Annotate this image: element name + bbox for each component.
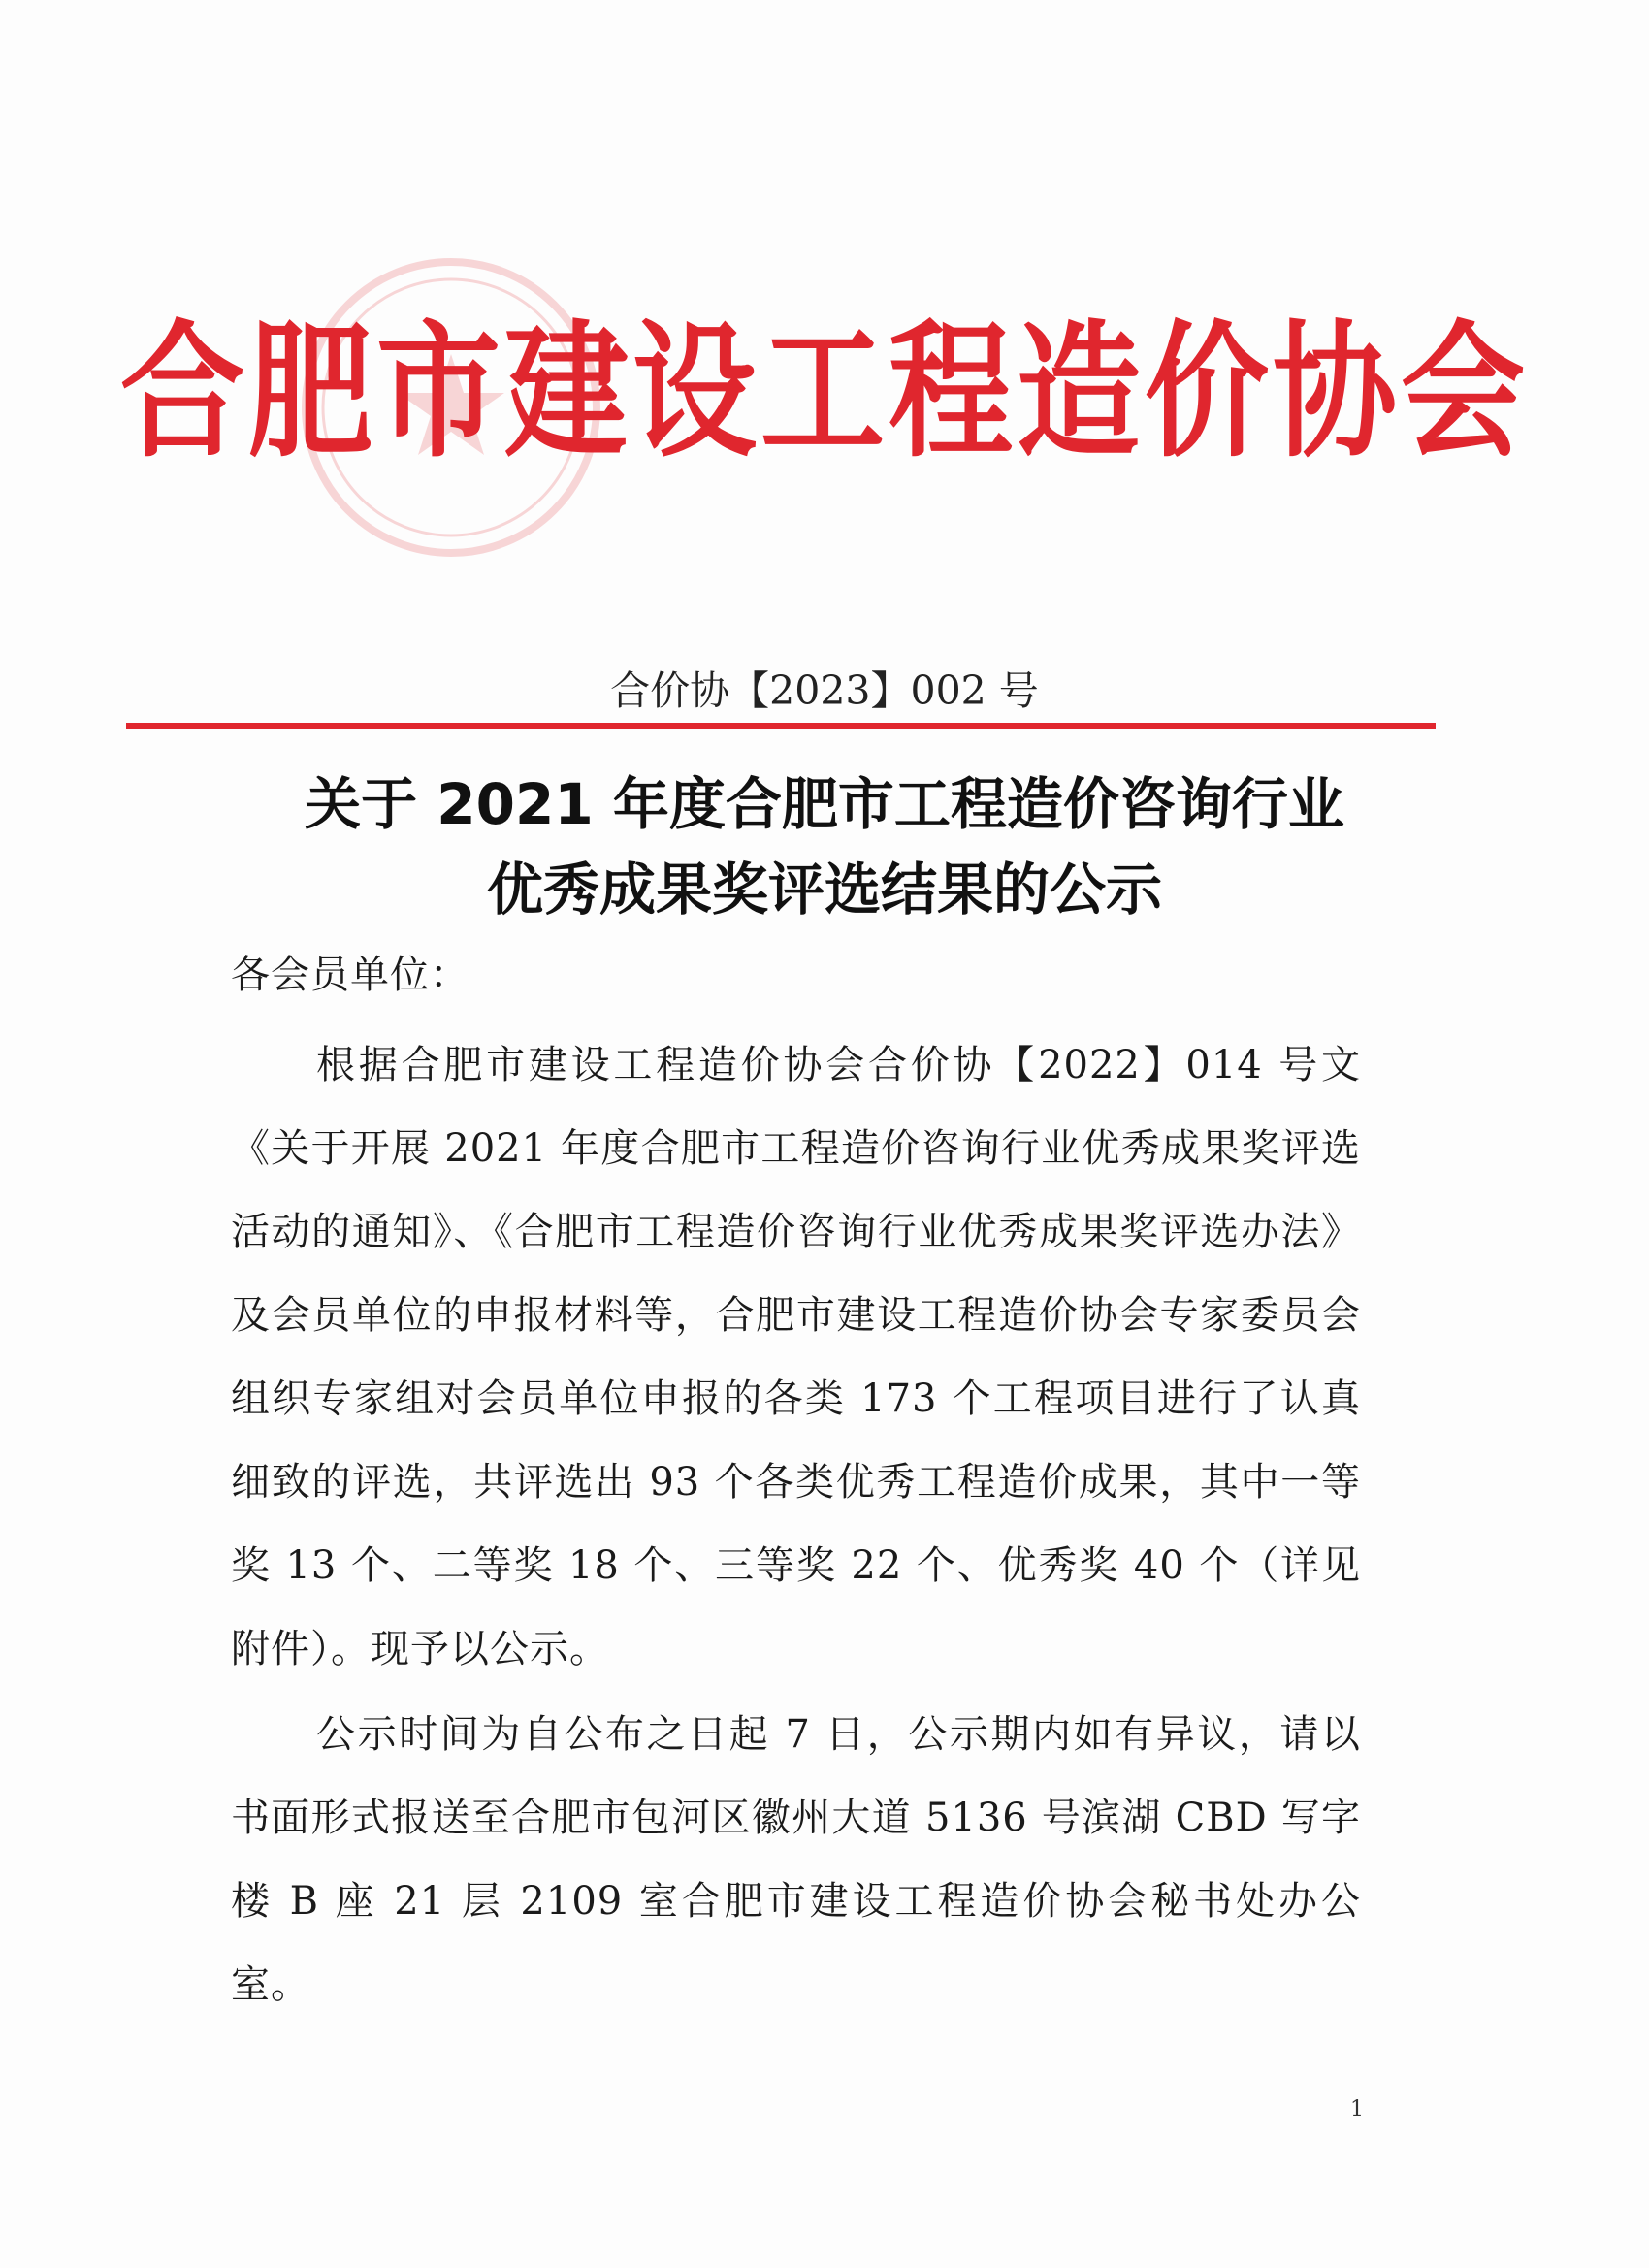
document-title-line-1: 关于 2021 年度合肥市工程造价咨询行业 (305, 771, 1344, 837)
salutation: 各会员单位： (231, 953, 469, 997)
letterhead-red-rule (126, 723, 1436, 729)
document-title-line-2: 优秀成果奖评选结果的公示 (486, 857, 1162, 923)
document-number: 合价协【2023】002 号 (610, 667, 1039, 714)
body-paragraph-2: 公示时间为自公布之日起 7 日，公示期内如有异议，请以书面形式报送至合肥市包河区徽州大道 5136 号滨湖 CBD 写字楼 B 座 21 层 2109 室合肥市建设工程造价协会秘书处办公室。 (231, 1712, 1361, 2007)
page-number: 1 (1350, 2097, 1364, 2122)
letterhead-org-name: 合肥市建设工程造价协会 (119, 308, 1529, 478)
body-paragraph-1: 根据合肥市建设工程造价协会合价协【2022】014 号文《关于开展 2021 年度合肥市工程造价咨询行业优秀成果奖评选活动的通知》、《合肥市工程造价咨询行业优秀成果奖评选办法》及会员单位的申报材料等，合肥市建设工程造价协会专家委员会组织专家组对会员单位申报的各类 173 个工程项目进行了认真细致的评选，共评选出 93 个各类优秀工程造价成果，其中一等奖 13 个、二等奖 18 个、三等奖 22 个、优秀奖 40 个（详见附件）。现予以公示。 (231, 1043, 1361, 1671)
